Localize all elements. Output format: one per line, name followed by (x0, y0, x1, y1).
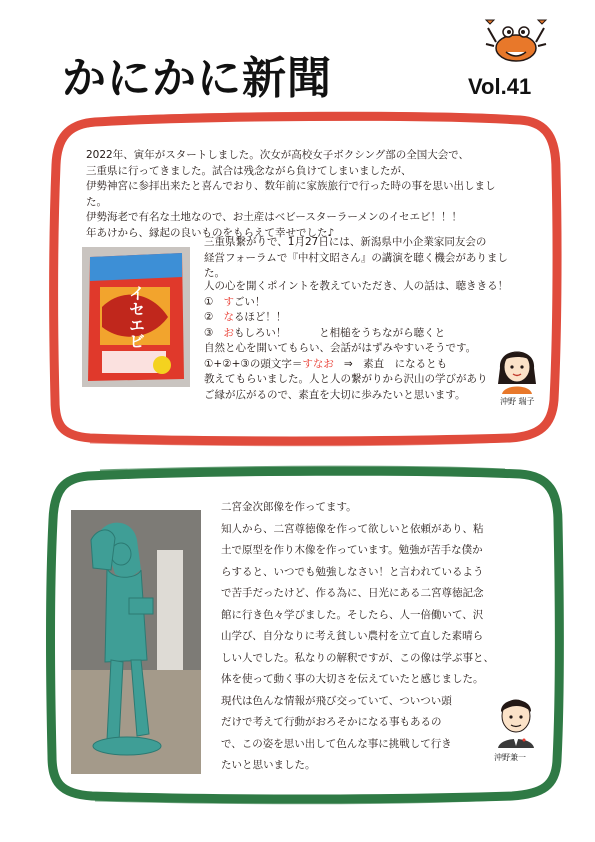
point-initial: す (223, 295, 234, 308)
product-label-text: イセエビ (126, 285, 146, 349)
article2-line: らすると、いつでも勉強しなさい！と言われているよう (221, 565, 484, 578)
article2-line: 山学び、自分なりに考え貧しい農村を立て直した素晴ら (221, 630, 484, 642)
article1-intro-line: 年あけから、縁起の良いものをもらえて幸せでした♪ (86, 226, 335, 239)
formula-prefix: ①+②+③の頭文字＝ (204, 357, 303, 370)
author1-avatar (494, 340, 540, 394)
article1-para3-line1: 人の心を開くポイントを教えていただき、人の話は、聴ききる！ (204, 280, 509, 292)
article2-body (221, 497, 521, 777)
article2-line: しい人でした。私なりの解釈ですが、この像は学ぶ事と、 (221, 651, 494, 664)
closing-line: ご縁が広がるので、素直を大切に歩みたいと思います。 (204, 388, 466, 401)
article2-line: 体を使って動く事の大切さを伝えていたと感じました。 (221, 673, 484, 685)
point-3 (204, 326, 534, 342)
article1-para2 (204, 235, 524, 282)
article1-para3 (204, 279, 534, 403)
article2-line: 館に行き色々学びました。そしたら、人一倍働いて、沢 (221, 608, 484, 621)
article2-line: だけで考えて行動がおろそかになる事もあるの (221, 716, 442, 728)
article2-line: 知人から、二宮尊徳像を作って欲しいと依頼があり、粘 (221, 522, 484, 535)
formula-suffix: ⇒ 素直 になるとも (343, 357, 448, 370)
article1-intro (86, 148, 516, 241)
article2-line: で、この姿を思い出して色んな事に挑戦して行き (221, 737, 452, 750)
article2-line: 二宮金次郎像を作ってます。 (221, 501, 357, 513)
volume-number: Vol.41 (468, 74, 532, 99)
article1-intro-line: 2022年、寅年がスタートしました。次女が高校女子ボクシング部の全国大会で、 (86, 149, 470, 161)
point-number: ③ (204, 326, 214, 339)
article1-intro-line: 伊勢海老で有名な土地なので、お土産はベビースターラーメンのイセエビ！！！ (86, 211, 463, 223)
article1-intro-line: 三重県に行ってきました。試合は残念ながら負けてしまいましたが、 (86, 164, 412, 177)
crab-mascot-icon (484, 14, 548, 66)
author2-avatar (492, 690, 540, 748)
point-text: もしろい！ (233, 326, 287, 339)
article1-para2-line: 三重県繋がりで、1月27日には、新潟県中小企業家同友会の (204, 236, 487, 248)
article2-line: 現代は色んな情報が飛び交っていて、ついつい頭 (221, 694, 452, 707)
formula-word: すなお (302, 357, 334, 370)
article1-para2-line: 経営フォーラムで『中村文昭さん』の講演を聴く機会がありました。 (204, 251, 508, 279)
point-2 (204, 310, 534, 326)
formula-line (204, 357, 534, 373)
author1-name: 沖野 瑞子 (500, 397, 535, 406)
point-initial: お (223, 326, 234, 339)
article2-line: たいと思いました。 (221, 759, 316, 771)
point-number: ① (204, 295, 214, 308)
point-tail: と相槌をうちながら聴くと (319, 326, 446, 339)
closing-line: 教えてもらいました。人と人の繋がりから沢山の学びがあり (204, 373, 488, 385)
statue-photo (71, 510, 201, 774)
point-number: ② (204, 311, 214, 323)
article2-line: で苦手だったけど、作る為に、日光にある二宮尊徳記念 (221, 587, 484, 599)
point-initial: な (223, 311, 234, 323)
point-text: るほど！！ (233, 311, 287, 323)
article2-line: 土で原型を作り木像を作っています。勉強が苦手な僕か (221, 544, 483, 556)
author2-name: 沖野兼一 (494, 753, 526, 762)
point-text: ごい！ (233, 295, 266, 308)
article1-intro-line: 伊勢神宮に参拝出来たと喜んでおり、数年前に家族旅行で行った時の事を思い出しました。 (86, 180, 496, 208)
article1-para3-line5: 自然と心を開いてもらい、会話がはずみやすいそうです。 (204, 342, 477, 354)
point-1 (204, 295, 534, 311)
snack-product-photo (82, 247, 190, 387)
newsletter-title: かにかに新聞 (62, 53, 332, 104)
